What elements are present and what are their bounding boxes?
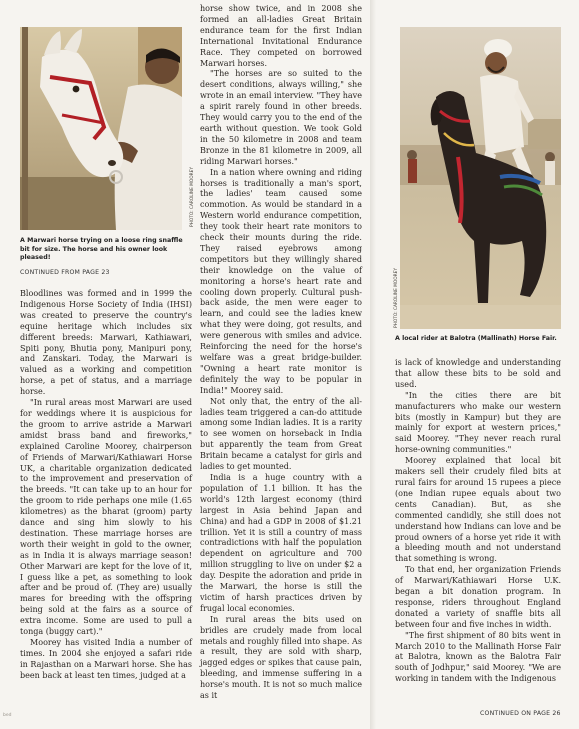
photo-credit: PHOTO: CAROLINE MOOREY	[394, 267, 399, 328]
page-folio: bed	[3, 713, 12, 718]
paragraph: Moorey has visited India a number of times. In 2004 she enjoyed a safari ride in Rajasthan on a Marwari horse. She has been back at least ten times, judged at a	[20, 638, 192, 680]
paragraph: horse show twice, and in 2008 she formed an all-ladies Great Britain endurance team for the first Indian International Invitational Endurance Race. They competed on borrowed Marwari horses.	[200, 4, 362, 68]
marwari-horse-snaffle-bit-photo	[20, 27, 182, 230]
continued-from-label: CONTINUED FROM PAGE 23	[20, 269, 110, 276]
paragraph: "The first shipment of 80 bits went in March 2010 to the Mallinath Horse Fair at Balotra, known as the Balotra Fair south of Jodhpur," said Moorey. "We are working in tandem with the Indigenous	[395, 630, 561, 684]
paragraph: "In the cities there are bit manufacturers who make our western bits (mostly in Kampur) but they are mainly for export at western prices," said Moorey. "They never reach rural horse-owning communities."	[395, 390, 561, 455]
page-gutter	[370, 0, 376, 729]
paragraph: is lack of knowledge and understanding that allow these bits to be sold and used.	[395, 358, 561, 389]
paragraph: In a nation where owning and riding horses is traditionally a man's sport, the ladies' team caused some commotion. As would be standard in a Western world endurance competition, they took their heart rate monitors to check their mounts during the ride. They raised eyebrows among competitors but they willingly shared their knowledge on the value of monitoring a horse's heart rate and cooling down properly. Cultural push-back aside, the men were eager to learn, and could see the ladies knew what they were doing, got results, and were generous with smiles and advice. Reinforcing the need for the horse's welfare was a great bridge-builder. "Owning a heart rate monitor is definitely the way to be popular in India!" Moorey said.	[200, 167, 362, 395]
paragraph: "The horses are so suited to the desert conditions, always willing," she wrote in an email interview. "They have a spirit rarely found in other breeds. They would carry you to the end of the earth without question. We took Gold in the 50 kilometre in 2008 and team Bronze in the 81 kilometre in 2009, all riding Marwari horses."	[200, 69, 362, 166]
horse-and-owner-illustration	[20, 27, 182, 230]
paragraph: Moorey explained that local bit makers sell their crudely filed bits at rural fairs for around 15 rupees a piece (one Indian rupee equals about two cents Canadian). But, as she commented candidly, she still does not understand how Indians can love and be proud owners of a horse yet ride it with a bleeding mouth and not understand that something is wrong.	[395, 456, 561, 564]
photo-caption: A Marwari horse trying on a loose ring snaffle bit for size. The horse and his owner look pleased!	[20, 237, 183, 262]
paragraph: To that end, her organization Friends of Marwari/Kathiawari Horse U.K. began a bit donation program. In response, riders throughout England donated a variety of snaffle bits all between four and five inches in width.	[395, 565, 561, 629]
continued-on-label: CONTINUED ON PAGE 26	[480, 710, 561, 717]
paragraph: "In rural areas most Marwari are used for weddings where it is auspicious for the groom to arrive astride a Marwari amidst brass band and fireworks," explained Caroline Moorey, chairperson of Friends of Marwari/Kathiawari Horse UK, a charitable organization dedicated to the improvement and preservation of the breeds. "It can take up to an hour for the groom to ride perhaps one mile (1.65 kilometres) as the bharat (groom) party dance and sing him slowly to his destination. These marriage horses are worth their weight in gold to the owner, as in India it is always marriage season! Other Marwari are kept for the love of it, I guess like a pet, as something to look after and be proud of. (They are) usually mares for breeding with the offspring being sold at the fairs as a source of extra income. Some are used to pull a tonga (buggy cart)."	[20, 398, 192, 637]
paragraph: India is a huge country with a population of 1.1 billion. It has the world's 12th largest economy (third largest in Asia behind Japan and China) and had a GDP in 2008 of $1.21 trillion. Yet it is still a country of mass contradictions with half the population dependent on agriculture and 700 million struggling to live on under $2 a day. Despite the adoration and pride in the Marwari, the horse is still the victim of harsh practices driven by frugal local economies.	[200, 472, 362, 613]
paragraph: In rural areas the bits used on bridles are crudely made from local metals and roughly filled into shape. As a result, they are sold with sharp, jagged edges or spikes that cause pain, bleeding, and immense suffering in a horse's mouth. It is not so much malice as it	[200, 614, 362, 701]
balotra-rider-photo	[400, 27, 561, 329]
rider-on-horse-illustration	[400, 27, 561, 329]
article-column-right	[395, 358, 561, 685]
article-column-left	[20, 289, 192, 682]
paragraph: Not only that, the entry of the all-ladies team triggered a can-do attitude among some Indian ladies. It is a rarity to see women on horseback in India but apparently the team from Great Britain became a catalyst for girls and ladies to get mounted.	[200, 396, 362, 472]
paragraph: Bloodlines was formed and in 1999 the Indigenous Horse Society of India (IHSI) was created to preserve the country's equine heritage which includes six different breeds: Marwari, Kathiawari, Spiti pony, Bhutia pony, Manipuri pony, and Zanskari. Today, the Marwari is valued as a working and competition horse, a pet of status, and a marriage horse.	[20, 289, 192, 397]
photo-caption: A local rider at Balotra (Mallinath) Horse Fair.	[395, 335, 557, 342]
article-column-middle	[200, 4, 362, 702]
photo-credit: PHOTO: CAROLINE MOOREY	[190, 166, 195, 227]
